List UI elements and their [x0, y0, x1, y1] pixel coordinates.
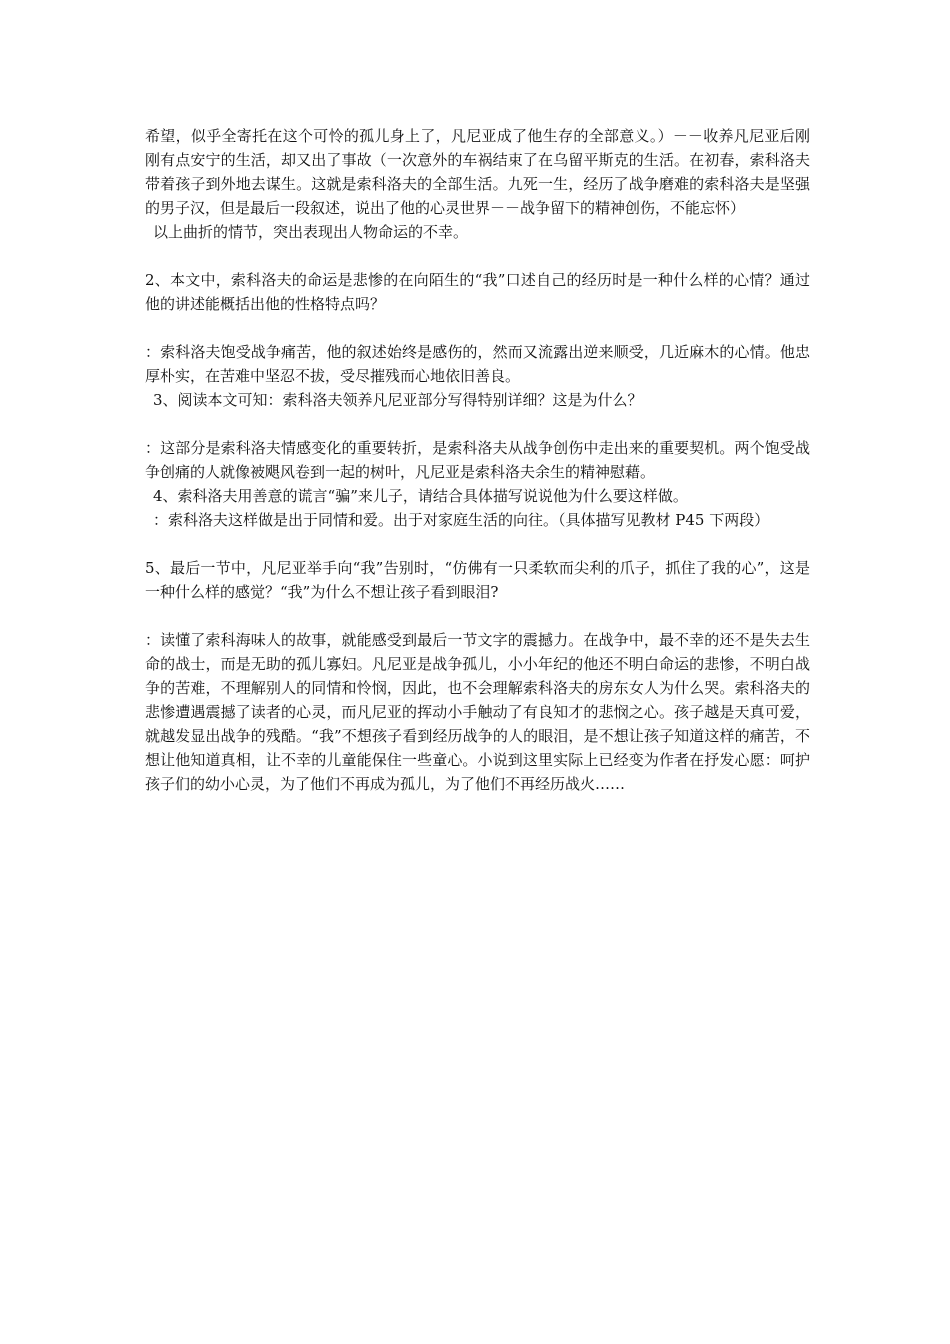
question-3: 3、阅读本文可知：索科洛夫领养凡尼亚部分写得特别详细？这是为什么？	[153, 391, 643, 409]
paragraph-gap	[145, 604, 810, 628]
question-4: 4、索科洛夫用善意的谎言“骗”来儿子，请结合具体描写说说他为什么要这样做。	[153, 487, 688, 505]
answer-5: ：读懂了索科海味人的故事，就能感受到最后一节文字的震撼力。在战争中，最不幸的还不是失去生命的战士，而是无助的孤儿寡妇。凡尼亚是战争孤儿，小小年纪的他还不明白命运的悲惨，不明白战争的苦难，不理解别人的同情和怜悯，因此，也不会理解索科洛夫的房东女人为什么哭。索科洛夫的悲惨遭遇震撼了读者的心灵，而凡尼亚的挥动小手触动了有良知才的悲悯之心。孩子越是天真可爱，就越发显出战争的残酷。“我”不想孩子看到经历战争的人的眼泪，是不想让孩子知道这样的痛苦，不想让他知道真相，让不幸的儿童能保住一些童心。小说到这里实际上已经变为作者在抒发心愿：呵护孩子们的幼小心灵，为了他们不再成为孤儿，为了他们不再经历战火……	[145, 631, 810, 793]
answer-4: ：索科洛夫这样做是出于同情和爱。出于对家庭生活的向往。（具体描写见教材 P45 下两段）	[153, 511, 770, 529]
paragraph-summary: 希望，似乎全寄托在这个可怜的孤儿身上了，凡尼亚成了他生存的全部意义。）－－收养凡尼亚后刚刚有点安宁的生活，却又出了事故（一次意外的车祸结束了在乌留平斯克的生活。在初春，索科洛夫带着孩子到外地去谋生。这就是索科洛夫的全部生活。九死一生，经历了战争磨难的索科洛夫是坚强的男子汉，但是最后一段叙述，说出了他的心灵世界－－战争留下的精神创伤，不能忘怀）	[145, 127, 810, 217]
answer-2: ：索科洛夫饱受战争痛苦，他的叙述始终是感伤的，然而又流露出逆来顺受，几近麻木的心情。他忠厚朴实，在苦难中坚忍不拔，受尽摧残而心地依旧善良。	[145, 343, 810, 385]
paragraph-gap	[145, 532, 810, 556]
paragraph-conclusion: 以上曲折的情节，突出表现出人物命运的不幸。	[153, 223, 469, 241]
question-2: 2、本文中，索科洛夫的命运是悲惨的在向陌生的“我”口述自己的经历时是一种什么样的心情？通过他的讲述能概括出他的性格特点吗？	[145, 271, 810, 313]
paragraph-gap	[145, 244, 810, 268]
question-5: 5、最后一节中，凡尼亚举手向“我”告别时，“仿佛有一只柔软而尖利的爪子，抓住了我的心”，这是一种什么样的感觉？“我”为什么不想让孩子看到眼泪?	[145, 559, 810, 601]
answer-3: ：这部分是索科洛夫情感变化的重要转折，是索科洛夫从战争创伤中走出来的重要契机。两个饱受战争创痛的人就像被飓风卷到一起的树叶，凡尼亚是索科洛夫余生的精神慰藉。	[145, 439, 810, 481]
paragraph-gap	[145, 316, 810, 340]
document-body	[145, 124, 810, 796]
paragraph-gap	[145, 412, 810, 436]
